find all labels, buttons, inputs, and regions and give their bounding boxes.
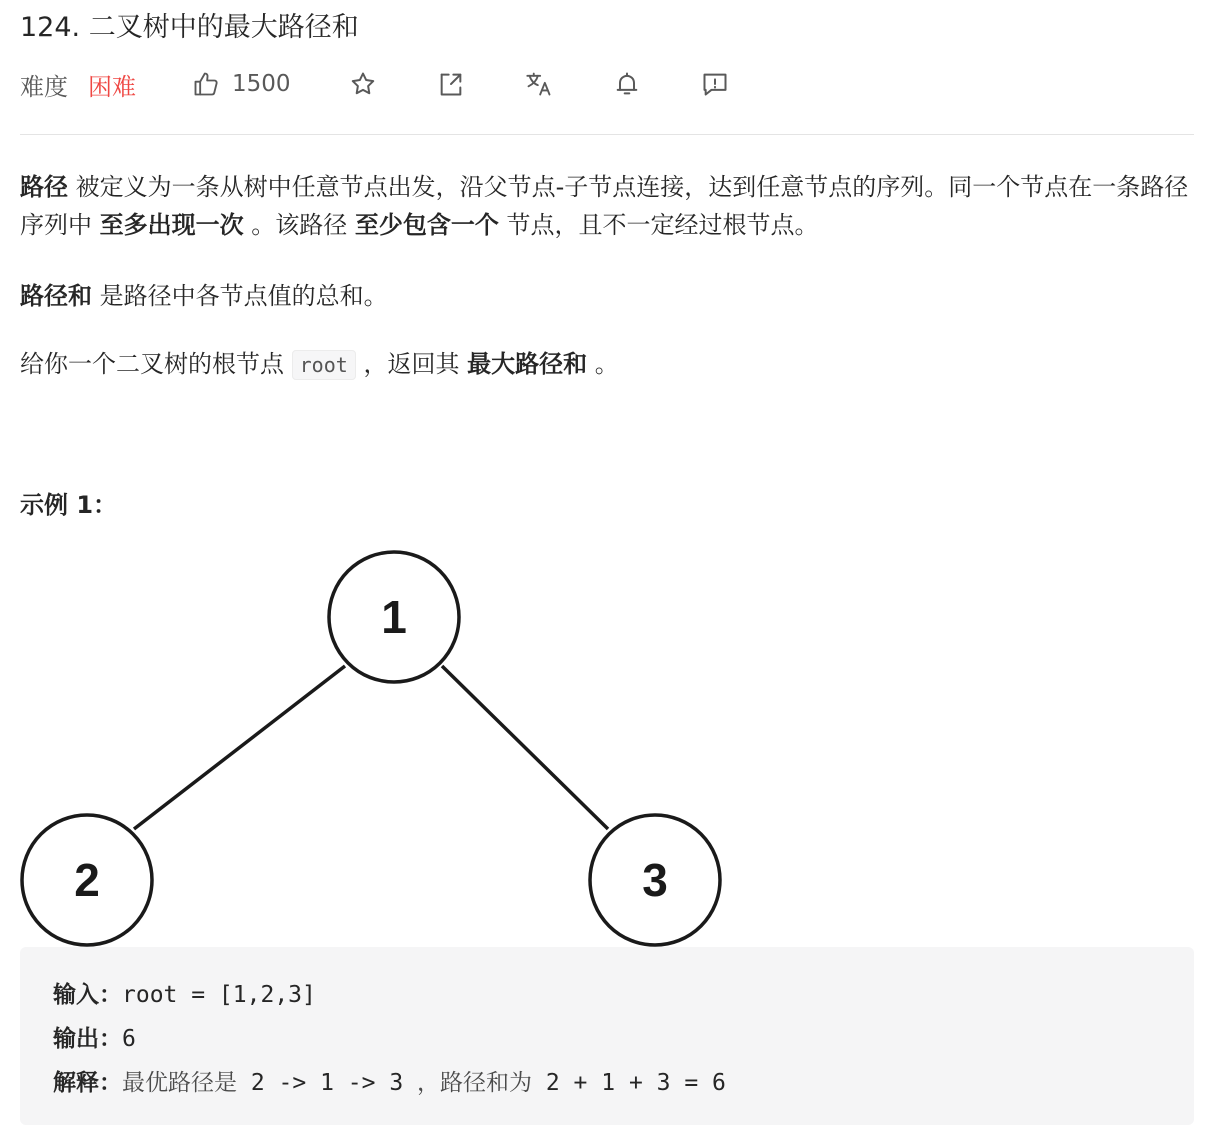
problem-meta-bar [20, 64, 729, 104]
difficulty-badge: 困难 [88, 72, 136, 101]
like-button[interactable] [192, 70, 291, 98]
like-count: 1500 [232, 71, 291, 97]
header-divider [20, 134, 1194, 135]
example-title: 示例 1： [20, 491, 118, 519]
star-icon [349, 70, 377, 98]
description-text: 。该路径 [243, 211, 355, 239]
tree-edge-right [442, 666, 608, 829]
description-paragraph-2 [20, 277, 1195, 315]
share-button[interactable] [437, 70, 465, 98]
example-code-block [20, 947, 1194, 1125]
tree-node-left-label: 2 [74, 854, 100, 906]
description-paragraph-1 [20, 168, 1195, 244]
description-text: 被定义为一条从树中任意节点出发，沿父节点-子节点连接，达到任意节点的序列。同一个节点在一条路径序列中 [20, 173, 1189, 239]
term-path-sum: 路径和 [20, 282, 92, 310]
notify-button[interactable] [613, 70, 641, 98]
translate-icon [525, 70, 553, 98]
translate-button[interactable] [525, 70, 553, 98]
term-path: 路径 [20, 173, 68, 201]
input-value: root = [1,2,3] [122, 982, 316, 1008]
binary-tree-diagram [0, 540, 760, 950]
emphasis-at-least-one: 至少包含一个 [354, 211, 499, 239]
example-input-line [53, 973, 1194, 1017]
description-text: 给你一个二叉树的根节点 [20, 350, 292, 378]
explain-text: 最优路径是 [122, 1070, 237, 1096]
description-text: ，返回其 [355, 350, 468, 378]
tree-edge-left [134, 666, 345, 829]
feedback-icon [701, 70, 729, 98]
emphasis-max-path-sum: 最大路径和 [467, 350, 588, 378]
problem-title: 124. 二叉树中的最大路径和 [20, 12, 359, 43]
bell-icon [613, 70, 641, 98]
share-icon [437, 70, 465, 98]
example-explain-line [53, 1061, 1194, 1105]
description-text: 。 [587, 350, 619, 378]
output-value: 6 [122, 1026, 136, 1052]
description-paragraph-3 [20, 345, 1195, 384]
inline-code-root: root [292, 350, 356, 380]
difficulty-label: 难度 [20, 72, 68, 101]
emphasis-at-most-once: 至多出现一次 [99, 211, 244, 239]
favorite-button[interactable] [349, 70, 377, 98]
example-output-line [53, 1017, 1194, 1061]
explain-path: 2 -> 1 -> 3 [237, 1070, 418, 1096]
thumbs-up-icon [192, 70, 220, 98]
explain-text: ，路径和为 [417, 1070, 533, 1096]
explain-label: 解释： [53, 1069, 122, 1096]
description-text: 是路径中各节点值的总和。 [92, 282, 388, 310]
description-text: 节点，且不一定经过根节点。 [498, 211, 819, 239]
output-label: 输出： [53, 1025, 122, 1052]
input-label: 输入： [53, 981, 122, 1008]
tree-node-right-label: 3 [642, 854, 668, 906]
explain-sum: 2 + 1 + 3 = 6 [532, 1070, 726, 1096]
tree-node-root-label: 1 [381, 591, 407, 643]
feedback-button[interactable] [701, 70, 729, 98]
